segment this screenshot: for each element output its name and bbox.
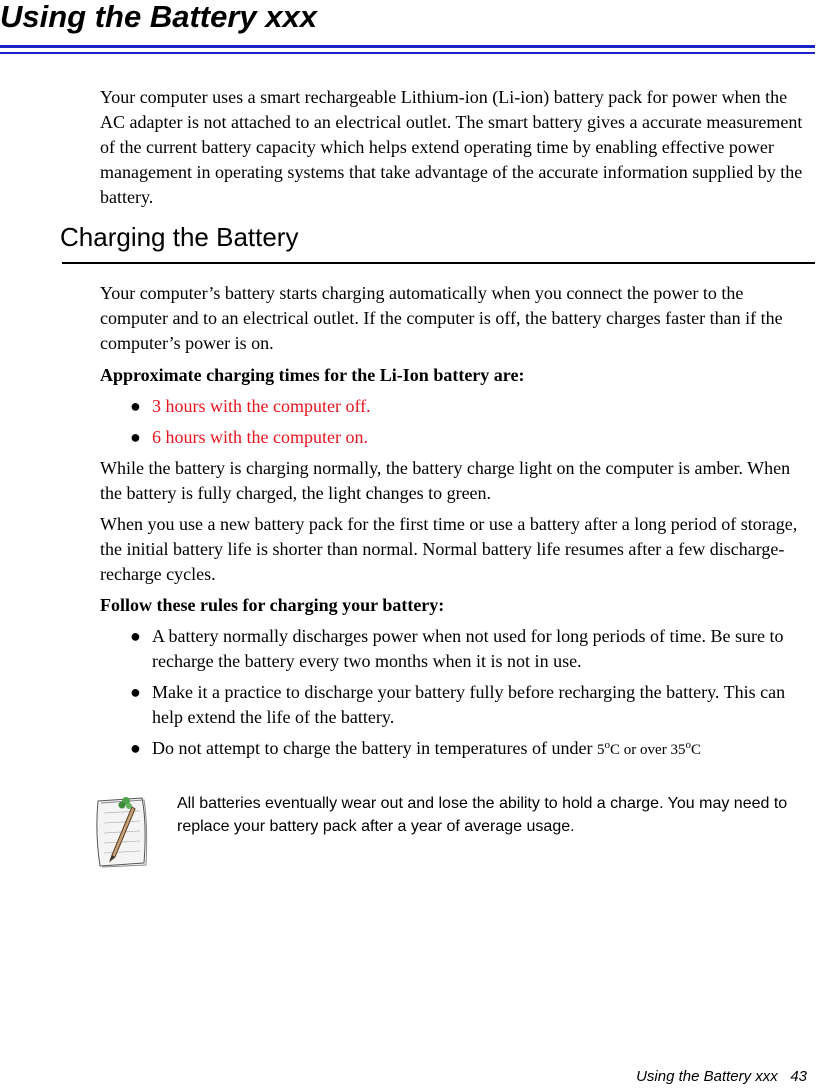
charging-paragraph: Your computer’s battery starts charging automatically when you connect the power to the computer and to an electrical outlet. If the computer is off, the battery charges faster than if the computer’s power is on. (100, 283, 783, 353)
charging-times-heading: Approximate charging times for the Li-Ion battery are: (100, 365, 525, 385)
page-number: 43 (790, 1068, 807, 1085)
rule-discharge: Make it a practice to discharge your battery fully before recharging the battery. This can help extend the life of the battery. (152, 682, 786, 727)
note-text: All batteries eventually wear out and lose the ability to hold a charge. You may need to replace your battery pack after a year of average usage. (177, 795, 788, 835)
notepad-pencil-icon (92, 793, 152, 868)
temp-high-value: 35 (670, 742, 686, 758)
bullet-icon: ● (130, 626, 141, 646)
running-title: Using the Battery xxx (636, 1068, 778, 1085)
bullet-icon: ● (130, 738, 141, 758)
section-rule (62, 262, 815, 264)
charging-rules-heading: Follow these rules for charging your battery: (100, 595, 445, 615)
charging-time-off: 3 hours with the computer off. (152, 396, 371, 416)
new-battery-paragraph: When you use a new battery pack for the first time or use a battery after a long period of storage, the initial battery life is shorter than normal. Normal battery life resumes after a few discharge-recharge cycles. (100, 514, 798, 584)
page-title: Using the Battery xxx (0, 0, 317, 34)
degree-mark: o (604, 739, 611, 751)
degree-mark: o (685, 739, 691, 751)
bullet-icon: ● (130, 427, 141, 447)
rule-temperature: Do not attempt to charge the battery in temperatures of under 5$^o$C or over 35$^o$C (152, 738, 701, 758)
page-footer (636, 1068, 807, 1085)
charge-light-paragraph: While the battery is charging normally, the battery charge light on the computer is amber. When the battery is fully charged, the light changes to green. (100, 458, 791, 503)
temp-low-value: 5 (597, 742, 605, 758)
bullet-icon: ● (130, 396, 141, 416)
bullet-icon: ● (130, 682, 141, 702)
title-rule-bottom (0, 52, 815, 54)
intro-paragraph: Your computer uses a smart rechargeable Lithium-ion (Li-ion) battery pack for power when the AC adapter is not attached to an electrical outlet. The smart battery gives a accurate measurement of the current battery capacity which helps extend operating time by enabling effective power management in operating systems that take advantage of the accurate information supplied by the battery. (100, 87, 803, 207)
title-rule-top (0, 45, 815, 48)
section-heading: Charging the Battery (60, 222, 299, 252)
rule-recharge: A battery normally discharges power when not used for long periods of time. Be sure to recharge the battery every two months when it is not in use. (152, 626, 784, 671)
charging-time-on: 6 hours with the computer on. (152, 427, 368, 447)
